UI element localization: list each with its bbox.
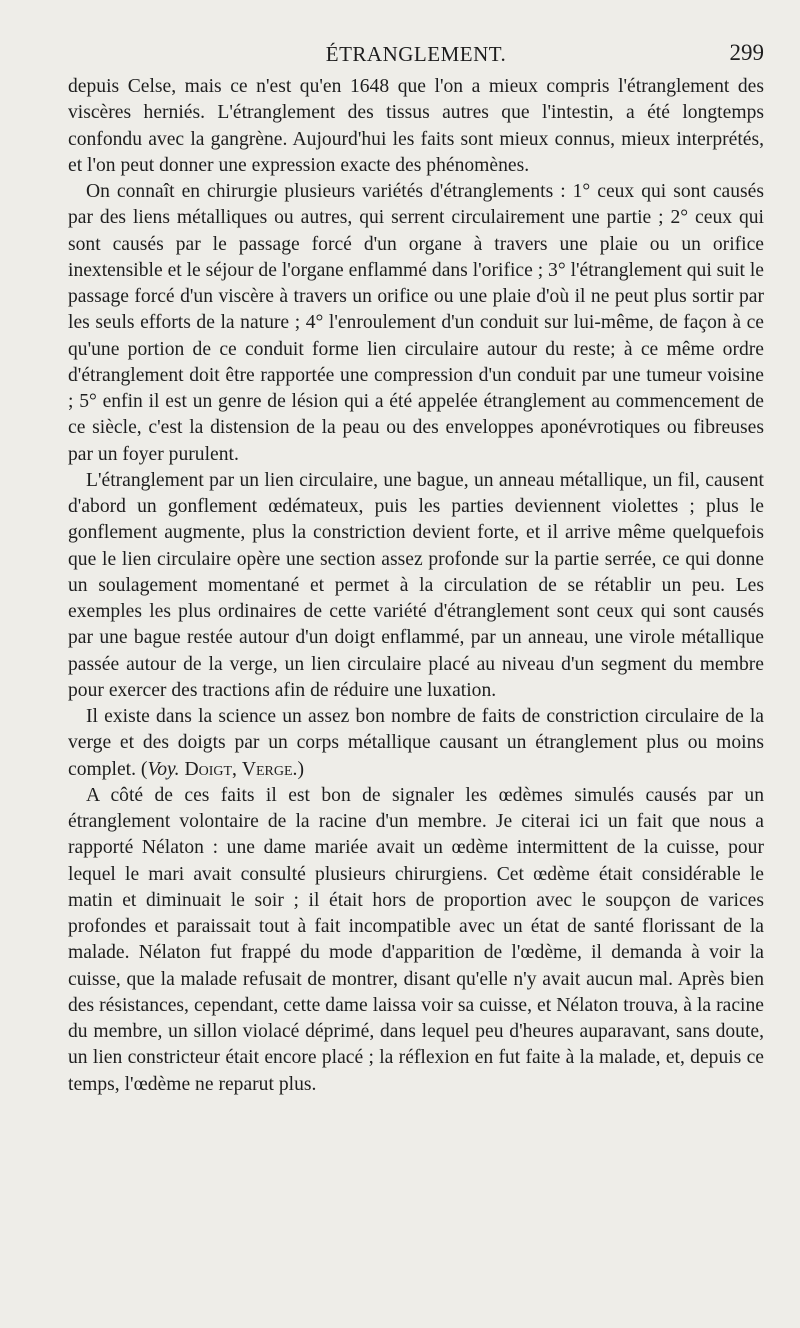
paragraph-4 (68, 704, 764, 783)
voy-abbreviation: Voy. (147, 758, 180, 780)
paragraph-1: depuis Celse, mais ce n'est qu'en 1648 que l'on a mieux compris l'étranglement des viscères herniés. L'étranglement des tissus autres que l'intestin, a été longtemps confondu avec la gangrène. Aujourd'hui les faits sont mieux connus, mieux interprétés, et l'on peut donner une expression exacte des phénomènes. (68, 76, 764, 176)
paragraph-4-closing: .) (292, 758, 304, 780)
paragraph-4-text: Il existe dans la science un assez bon nombre de faits de constriction circulaire de la verge et des doigts par un corps métallique causant un étranglement plus ou moins complet. ( (68, 706, 764, 780)
running-header (68, 40, 764, 70)
paragraph-2: On connaît en chirurgie plusieurs variétés d'étranglements : 1° ceux qui sont causés par des liens métalliques ou autres, qui serrent circulairement une partie ; 2° ceux qui sont causés par le passage forcé d'un organe à travers une plaie ou un orifice inextensible et le séjour de l'organe enflammé dans l'orifice ; 3° l'étranglement qui suit le passage forcé d'un viscère à travers un orifice ou une plaie d'où il ne peut plus sortir par les seuls efforts de la nature ; 4° l'enroulement d'un conduit sur lui-même, de façon à ce qu'une portion de ce conduit forme lien circulaire autour du reste; à ce même ordre d'étranglement doit être rapportée une compression d'un conduit par une tumeur voisine ; 5° enfin il est un genre de lésion qui a été appelée étranglement au commencement de ce siècle, c'est la distension de la peau ou des enveloppes aponévrotiques ou fibreuses par un foyer purulent. (68, 181, 765, 465)
cross-reference-verge: Verge (241, 758, 293, 780)
running-title: ÉTRANGLEMENT. (325, 42, 507, 66)
body-text (68, 74, 764, 1098)
cross-reference-separator: , (232, 758, 242, 780)
cross-reference-doigt: Doigt (184, 758, 233, 780)
page-number: 299 (729, 40, 764, 65)
paragraph-3: L'étranglement par un lien circulaire, une bague, un anneau métallique, un fil, causent d'abord un gonflement œdémateux, puis les parties deviennent violettes ; plus le gonflement augmente, plus la constriction devient forte, et il arrive même quelquefois que le lien circulaire opère une section assez profonde sur la partie serrée, ce qui donne un soulagement momentané et permet à la circulation de se rétablir un peu. Les exemples les plus ordinaires de cette variété d'étranglement sont ceux qui sont causés par une bague restée autour d'un doigt enflammé, par un anneau, une virole métallique passée autour de la verge, un lien circulaire placé au niveau d'un segment du membre pour exercer des tractions afin de réduire une luxation. (68, 469, 764, 701)
paragraph-5: A côté de ces faits il est bon de signaler les œdèmes simulés causés par un étranglement volontaire de la racine d'un membre. Je citerai ici un fait que nous a rapporté Nélaton : une dame mariée avait un œdème intermittent de la cuisse, pour lequel le mari avait consulté plusieurs chirurgiens. Cet œdème était considérable le matin et diminuait le soir ; il était hors de proportion avec le soupçon de varices profondes et paraissait tout à fait incompatible avec un état de santé florissant de la malade. Nélaton fut frappé du mode d'apparition de l'œdème, il demanda à voir la cuisse, que la malade refusait de montrer, disant qu'elle n'y avait aucun mal. Après bien des résistances, cependant, cette dame laissa voir sa cuisse, et Nélaton trouva, à la racine du membre, un sillon violacé déprimé, dans lequel peu d'heures auparavant, sans doute, un lien constricteur était encore placé ; la réflexion en fut faite à la malade, et, depuis ce temps, l'œdème ne reparut plus. (68, 784, 764, 1095)
